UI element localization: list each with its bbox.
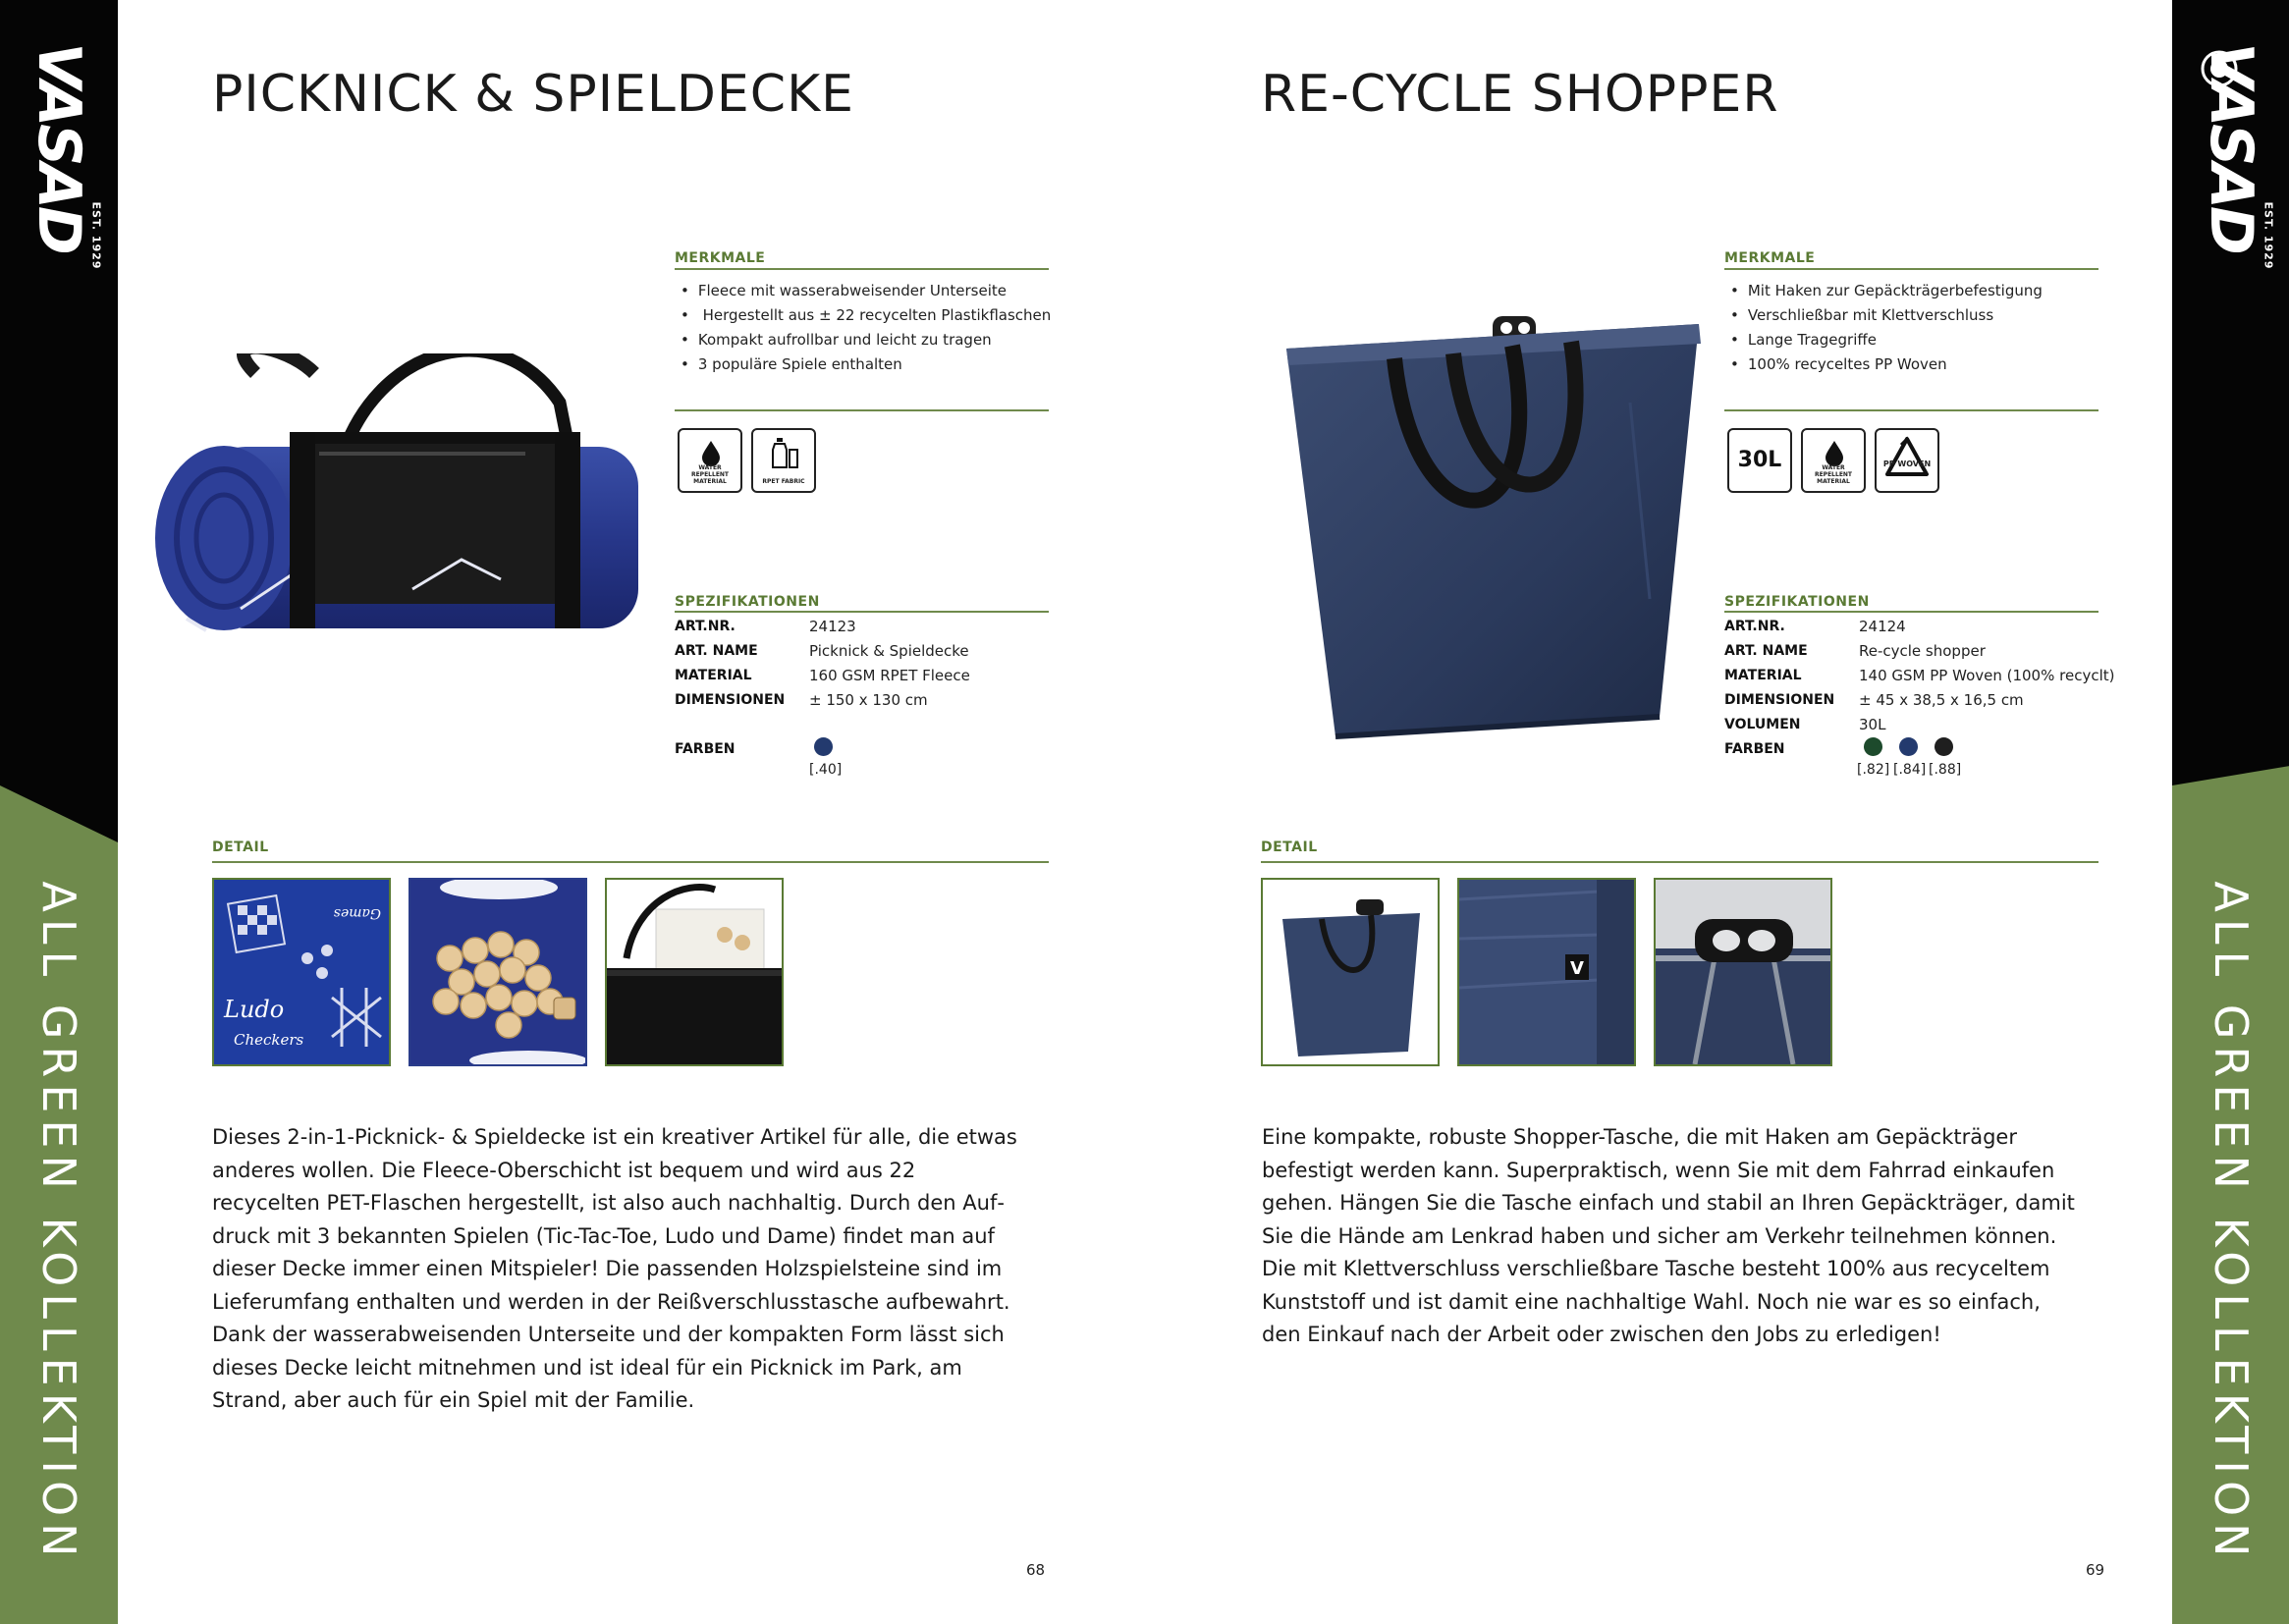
feature-item: • Hergestellt aus ± 22 recycelten Plastikflaschen xyxy=(675,303,1051,328)
spec-key: DIMENSIONEN xyxy=(1724,692,1835,708)
spec-key: MATERIAL xyxy=(675,668,752,683)
logo-text: VASAD xyxy=(25,42,93,252)
badge-caption: WATER REPELLENT MATERIAL xyxy=(690,464,730,485)
page-title: RE-CYCLE SHOPPER xyxy=(1261,65,1779,124)
color-swatch-navy xyxy=(1899,737,1918,756)
features-bottom-rule xyxy=(1724,409,2098,411)
feature-item: • Fleece mit wasserabweisender Unterseite xyxy=(675,279,1051,303)
specs-rule xyxy=(1724,611,2098,613)
water-drop-icon xyxy=(700,440,722,467)
spec-key: ART. NAME xyxy=(1724,643,1808,659)
spec-value: ± 45 x 38,5 x 16,5 cm xyxy=(1859,691,2024,709)
page-number: 68 xyxy=(1026,1561,1046,1579)
feature-item: • Verschließbar mit Klettverschluss xyxy=(1724,303,2043,328)
features-rule xyxy=(675,268,1049,270)
rpet-fabric-badge xyxy=(751,428,816,493)
spec-key: VOLUMEN xyxy=(1724,717,1801,732)
collection-title: ALL GREEN KOLLEKTION xyxy=(2205,881,2258,1564)
detail-rule xyxy=(212,861,1049,863)
recycle-pp-badge xyxy=(1875,428,1939,493)
pet-bottle-icon xyxy=(771,436,800,469)
features-label: MERKMALE xyxy=(675,250,766,266)
zipper-pouch-image xyxy=(607,880,782,1064)
spec-value: 160 GSM RPET Fleece xyxy=(809,667,970,684)
left-side-band xyxy=(0,0,118,1624)
spec-value: 24123 xyxy=(809,618,856,635)
logo-text: VASAD xyxy=(2197,42,2265,252)
color-code: [.88] xyxy=(1929,762,1962,778)
color-code: [.40] xyxy=(809,762,843,778)
detail-label: DETAIL xyxy=(212,839,269,855)
spec-key: ART. NAME xyxy=(675,643,758,659)
logo-subtitle: EST. 1929 xyxy=(2262,201,2275,270)
feature-item: • Kompakt aufrollbar und leicht zu tragen xyxy=(675,328,1051,352)
specs-rule xyxy=(675,611,1049,613)
features-list xyxy=(1724,279,2043,377)
detail-thumb-game-pieces xyxy=(409,878,587,1066)
badge-caption: WATER REPELLENT MATERIAL xyxy=(1814,464,1853,485)
fabric-closeup-image xyxy=(1459,880,1634,1064)
product-description: Dieses 2-in-1-Picknick- & Spieldecke ist ein kreativer Artikel für alle, die etwas anderes wollen. Die Fleece-Oberschicht ist bequem und wird aus 22 recycelten PET-Flaschen hergestellt, ist also auch nachhaltig. Durch den Aufdruck mit 3 bekannten Spielen (Tic-Tac-Toe, Ludo und Dame) findet man auf dieser Decke immer einen Mitspieler! Die passenden Holzspielsteine sind im Lieferumfang enthalten und werden in der Reißverschlusstasche aufbewahrt. Dank der wasserabweisenden Unterseite und der kompakten Form lässt sich dieses Decke leicht mitnehmen und ist ideal für ein Picknick im Park, am Strand, aber auch für ein Spiel mit der Familie. xyxy=(212,1125,1017,1412)
spec-key: ART.NR. xyxy=(1724,619,1785,634)
bag-front-image xyxy=(1263,880,1438,1064)
detail-thumb-fabric xyxy=(1457,878,1636,1066)
color-swatch-green xyxy=(1864,737,1882,756)
water-repellent-badge xyxy=(678,428,742,493)
color-code: [.82] xyxy=(1857,762,1890,778)
spec-key: FARBEN xyxy=(1724,741,1785,757)
spec-key: MATERIAL xyxy=(1724,668,1802,683)
spec-key: ART.NR. xyxy=(675,619,736,634)
spec-value: ± 150 x 130 cm xyxy=(809,691,928,709)
feature-item: • Lange Tragegriffe xyxy=(1724,328,2043,352)
svg-text:V: V xyxy=(1570,958,1584,979)
spec-value: 30L xyxy=(1859,716,1886,733)
color-swatch-black xyxy=(1935,737,1953,756)
spec-value: Picknick & Spieldecke xyxy=(809,642,969,660)
detail-thumb-bag-front xyxy=(1261,878,1440,1066)
spec-key: DIMENSIONEN xyxy=(675,692,786,708)
volume-badge xyxy=(1727,428,1792,493)
game-pieces-image xyxy=(410,880,585,1064)
vasad-logo xyxy=(2182,39,2280,270)
spec-key: FARBEN xyxy=(675,741,736,757)
volume-icon: 30L xyxy=(1737,448,1782,472)
spec-value: Re-cycle shopper xyxy=(1859,642,1986,660)
spec-value: 140 GSM PP Woven (100% recyclt) xyxy=(1859,667,2115,684)
page-title: PICKNICK & SPIELDECKE xyxy=(212,65,855,124)
color-code: [.84] xyxy=(1893,762,1927,778)
right-side-band xyxy=(2172,0,2289,1624)
detail-thumb-game-print xyxy=(212,878,391,1066)
detail-label: DETAIL xyxy=(1261,839,1318,855)
svg-text:Games: Games xyxy=(333,905,381,921)
game-print-image xyxy=(214,880,389,1064)
feature-item: • 100% recyceltes PP Woven xyxy=(1724,352,2043,377)
product-description: Eine kompakte, robuste Shopper-Tasche, die mit Haken am Gepäckträger befestigt werden kann. Superpraktisch, wenn Sie mit dem Fahrrad einkaufen gehen. Hängen Sie die Tasche einfach und stabil an Ihren Gepäckträger, damit Sie die Hände am Lenkrad haben und sicher am Verkehr teilnehmen können. Die mit Klettverschluss verschließbare Tasche besteht 100% aus recyceltem Kunststoff und ist damit eine nachhaltige Wahl. Noch nie war es so einfach, den Einkauf nach der Arbeit oder zwischen den Jobs zu erledigen! xyxy=(1262,1125,2075,1346)
detail-rule xyxy=(1261,861,2098,863)
svg-text:Ludo: Ludo xyxy=(224,996,285,1023)
shopper-bag-image xyxy=(1277,304,1709,741)
badge-caption: RPET FABRIC xyxy=(762,478,805,485)
specs-label: SPEZIFIKATIONEN xyxy=(1724,594,1870,610)
vasad-logo xyxy=(10,39,108,270)
water-repellent-badge xyxy=(1801,428,1866,493)
detail-thumb-hook xyxy=(1654,878,1832,1066)
feature-item: • 3 populäre Spiele enthalten xyxy=(675,352,1051,377)
features-list xyxy=(675,279,1051,377)
svg-text:Checkers: Checkers xyxy=(234,1031,304,1049)
detail-thumb-zipper-pouch xyxy=(605,878,784,1066)
features-rule xyxy=(1724,268,2098,270)
features-bottom-rule xyxy=(675,409,1049,411)
water-drop-icon xyxy=(1824,440,1845,467)
hook-closeup-image xyxy=(1656,880,1830,1064)
features-label: MERKMALE xyxy=(1724,250,1816,266)
color-swatch-navy xyxy=(814,737,833,756)
badge-caption: PP WOVEN xyxy=(1882,460,1932,468)
feature-item: • Mit Haken zur Gepäckträgerbefestigung xyxy=(1724,279,2043,303)
spec-value: 24124 xyxy=(1859,618,1906,635)
logo-subtitle: EST. 1929 xyxy=(89,201,103,270)
page-number: 69 xyxy=(2086,1561,2105,1579)
picnic-blanket-image xyxy=(147,353,648,658)
specs-label: SPEZIFIKATIONEN xyxy=(675,594,820,610)
collection-title: ALL GREEN KOLLEKTION xyxy=(32,881,85,1564)
